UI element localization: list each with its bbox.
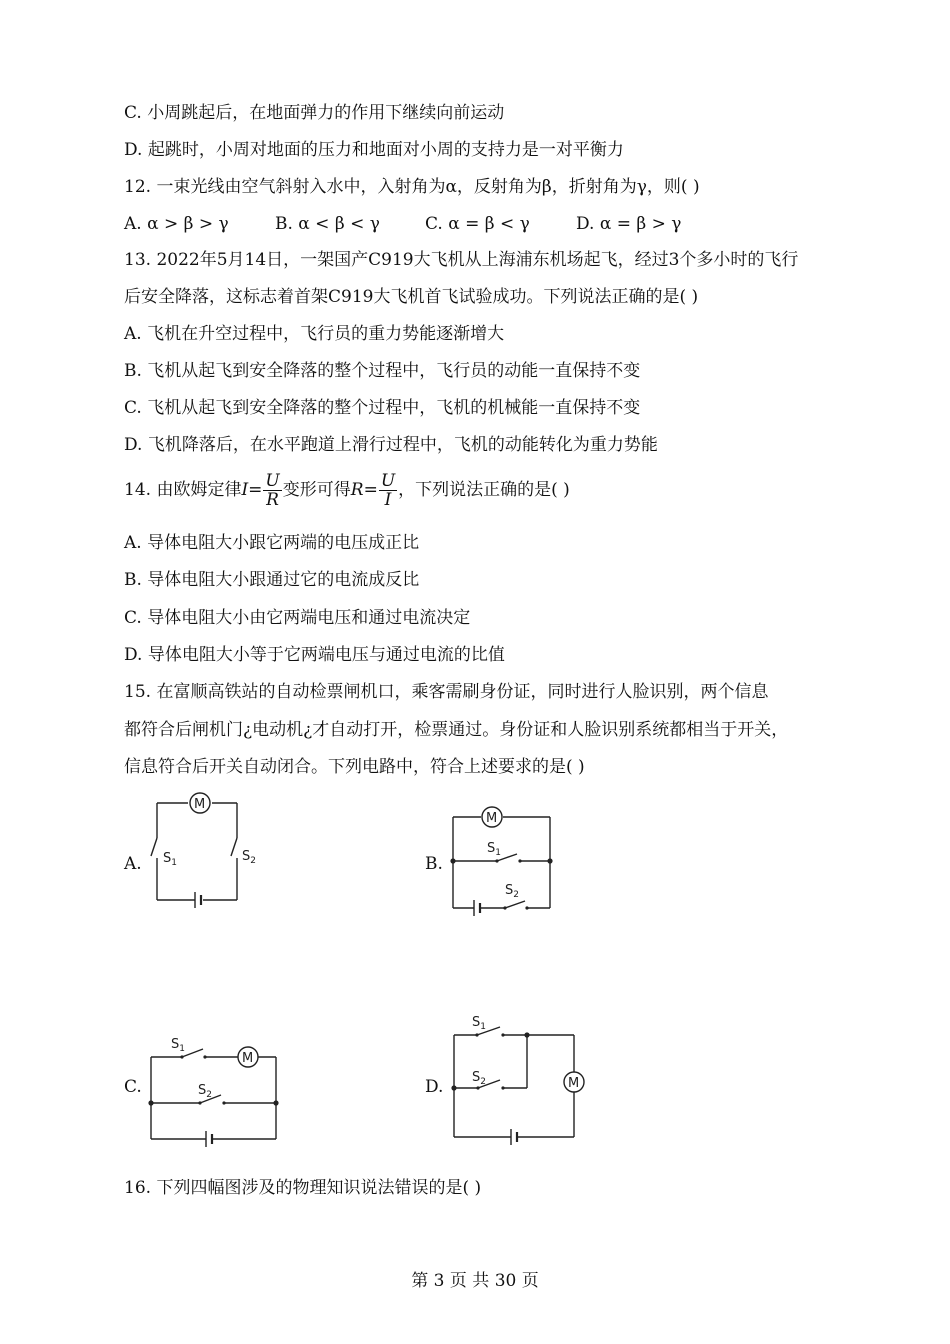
- q15-option-d-label: D.: [425, 1077, 444, 1097]
- q11-option-c: C. 小周跳起后，在地面弹力的作用下继续向前运动: [124, 103, 505, 123]
- switch-s1-sub-d: 1: [480, 1022, 486, 1032]
- q14-numerator-u-2: U: [380, 471, 396, 491]
- switch-s1-label-b: S: [487, 841, 496, 856]
- svg-text:S1: [171, 1037, 185, 1054]
- q12-option-c: C. α = β < γ: [425, 214, 530, 234]
- switch-s2-label-b: S: [505, 883, 514, 898]
- q12-option-d: D. α = β > γ: [576, 214, 682, 234]
- q15-stem-line2: 都符合后闸机门¿电动机¿才自动打开，检票通过。身份证和人脸识别系统都相当于开关，: [124, 720, 789, 740]
- q15-option-c-label: C.: [124, 1077, 142, 1097]
- q14-denominator-i: I: [384, 490, 392, 510]
- q13-option-c: C. 飞机从起飞到安全降落的整个过程中，飞机的机械能一直保持不变: [124, 398, 641, 418]
- switch-s1-label-a: S: [163, 851, 172, 866]
- svg-text:S2: [472, 1070, 486, 1087]
- q14-fraction-u-over-i: [379, 472, 397, 509]
- motor-label-c: M: [242, 1051, 254, 1066]
- q14-denominator-r: R: [266, 490, 279, 510]
- q11-option-d: D. 起跳时，小周对地面的压力和地面对小周的支持力是一对平衡力: [124, 140, 624, 160]
- q13-option-a: A. 飞机在升空过程中，飞行员的重力势能逐渐增大: [124, 324, 505, 344]
- page-footer: 第 3 页 共 30 页: [411, 1271, 539, 1291]
- svg-text:S1: [487, 841, 501, 858]
- q14-option-a: A. 导体电阻大小跟它两端的电压成正比: [124, 533, 420, 553]
- q13-stem-line1: 13. 2022年5月14日，一架国产C919大飞机从上海浦东机场起飞，经过3个多小时的飞行: [124, 250, 799, 270]
- switch-s2-sub-c: 2: [206, 1090, 212, 1100]
- switch-s1-sub-b: 1: [495, 848, 501, 858]
- q15-option-b-label: B.: [425, 854, 443, 874]
- q14-fraction-u-over-r: [263, 472, 281, 509]
- q13-option-b: B. 飞机从起飞到安全降落的整个过程中，飞行员的动能一直保持不变: [124, 361, 641, 381]
- q12-stem: 12. 一束光线由空气斜射入水中，入射角为α，反射角为β，折射角为γ，则( ): [124, 177, 700, 197]
- q14-option-c: C. 导体电阻大小由它两端电压和通过电流决定: [124, 608, 471, 628]
- switch-s2-label-d: S: [472, 1070, 481, 1085]
- q13-stem-line2: 后安全降落，这标志着首架C919大飞机首飞试验成功。下列说法正确的是( ): [124, 287, 699, 307]
- q14-i-variable: I: [241, 480, 249, 500]
- switch-s1-sub-a: 1: [171, 858, 177, 868]
- motor-label-a: M: [194, 797, 206, 812]
- switch-s2-label-a: S: [242, 849, 251, 864]
- motor-label-b: M: [486, 811, 498, 826]
- q15-option-a-label: A.: [124, 854, 142, 874]
- q14-r-variable: R: [350, 480, 364, 500]
- switch-s2-sub-d: 2: [480, 1077, 486, 1087]
- switch-s1-sub-c: 1: [179, 1044, 185, 1054]
- q15-stem-line1: 15. 在富顺高铁站的自动检票闸机口，乘客需刷身份证，同时进行人脸识别，两个信息: [124, 682, 769, 702]
- switch-s1-label-c: S: [171, 1037, 180, 1052]
- q14-option-b: B. 导体电阻大小跟通过它的电流成反比: [124, 570, 420, 590]
- svg-text:S2: [198, 1083, 212, 1100]
- q14-prefix: 14. 由欧姆定律: [124, 480, 242, 500]
- motor-label-d: M: [568, 1076, 580, 1091]
- svg-text:S2: [505, 883, 519, 900]
- switch-s2-sub-b: 2: [513, 890, 519, 900]
- q16-stem: 16. 下列四幅图涉及的物理知识说法错误的是( ): [124, 1178, 482, 1198]
- switch-s1-label-d: S: [472, 1015, 481, 1030]
- circuit-diagram-a: [145, 788, 275, 913]
- switch-s2-sub-a: 2: [250, 856, 256, 866]
- circuit-diagram-c: [146, 1032, 282, 1144]
- q14-stem: [124, 470, 570, 510]
- q14-option-d: D. 导体电阻大小等于它两端电压与通过电流的比值: [124, 645, 505, 665]
- q12-option-a: A. α > β > γ: [124, 214, 229, 234]
- q12-option-b: B. α < β < γ: [275, 214, 380, 234]
- circuit-diagram-b: [447, 800, 557, 912]
- q13-option-d: D. 飞机降落后，在水平跑道上滑行过程中，飞机的动能转化为重力势能: [124, 435, 658, 455]
- q15-stem-line3: 信息符合后开关自动闭合。下列电路中，符合上述要求的是( ): [124, 757, 585, 777]
- svg-text:S1: [472, 1015, 486, 1032]
- circuit-diagram-d: [448, 1010, 588, 1142]
- switch-s2-label-c: S: [198, 1083, 207, 1098]
- svg-text:S2: [242, 849, 256, 866]
- q14-equals: =: [248, 480, 263, 500]
- q14-mid-text: 变形可得: [282, 480, 351, 500]
- q14-equals-2: =: [363, 480, 378, 500]
- svg-text:S1: [163, 851, 177, 868]
- q14-suffix: ，下列说法正确的是( ): [398, 480, 570, 500]
- q14-numerator-u: U: [265, 471, 280, 491]
